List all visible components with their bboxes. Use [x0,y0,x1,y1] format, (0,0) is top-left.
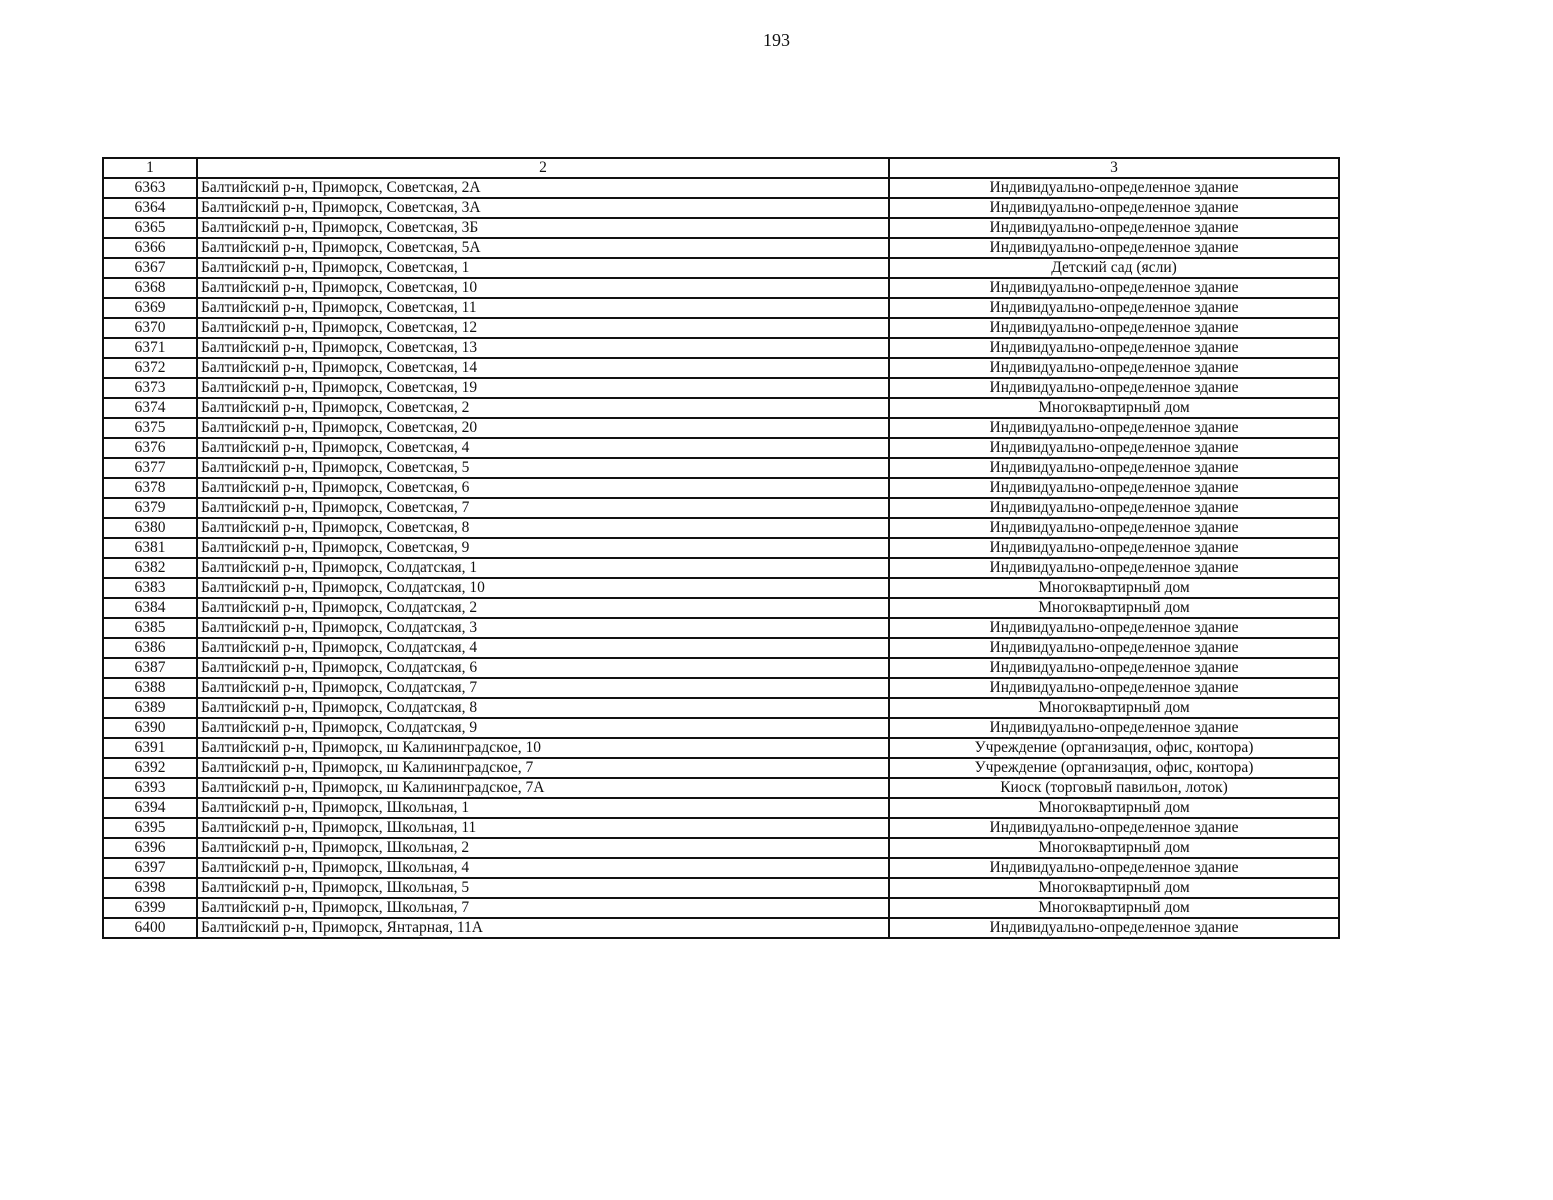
table-row [103,278,1339,298]
address-cell: Балтийский р-н, Приморск, Солдатская, 10 [197,578,889,598]
object-type-cell: Индивидуально-определенное здание [889,178,1339,198]
table-row [103,198,1339,218]
table-row [103,798,1339,818]
table-row [103,218,1339,238]
row-number-cell: 6374 [103,398,197,418]
column-header-2: 2 [197,158,889,178]
row-number-cell: 6376 [103,438,197,458]
table-row [103,738,1339,758]
table-row [103,858,1339,878]
table-header-row [103,158,1339,178]
table-row [103,338,1339,358]
table-row [103,698,1339,718]
object-type-cell: Индивидуально-определенное здание [889,458,1339,478]
table-row [103,578,1339,598]
address-cell: Балтийский р-н, Приморск, Советская, 20 [197,418,889,438]
row-number-cell: 6366 [103,238,197,258]
row-number-cell: 6370 [103,318,197,338]
address-cell: Балтийский р-н, Приморск, Советская, 5 [197,458,889,478]
row-number-cell: 6383 [103,578,197,598]
row-number-cell: 6394 [103,798,197,818]
object-type-cell: Индивидуально-определенное здание [889,298,1339,318]
table-row [103,298,1339,318]
row-number-cell: 6364 [103,198,197,218]
address-cell: Балтийский р-н, Приморск, Советская, 11 [197,298,889,318]
address-cell: Балтийский р-н, Приморск, Солдатская, 1 [197,558,889,578]
table-row [103,618,1339,638]
registry-table [102,157,1340,939]
object-type-cell: Индивидуально-определенное здание [889,918,1339,938]
object-type-cell: Индивидуально-определенное здание [889,858,1339,878]
table-row [103,658,1339,678]
row-number-cell: 6385 [103,618,197,638]
address-cell: Балтийский р-н, Приморск, Советская, 2 [197,398,889,418]
object-type-cell: Индивидуально-определенное здание [889,198,1339,218]
row-number-cell: 6382 [103,558,197,578]
object-type-cell: Многоквартирный дом [889,598,1339,618]
object-type-cell: Многоквартирный дом [889,798,1339,818]
address-cell: Балтийский р-н, Приморск, Советская, 1 [197,258,889,278]
address-cell: Балтийский р-н, Приморск, ш Калининградское, 10 [197,738,889,758]
row-number-cell: 6392 [103,758,197,778]
row-number-cell: 6380 [103,518,197,538]
row-number-cell: 6373 [103,378,197,398]
address-cell: Балтийский р-н, Приморск, Школьная, 2 [197,838,889,858]
address-cell: Балтийский р-н, Приморск, Советская, 4 [197,438,889,458]
row-number-cell: 6363 [103,178,197,198]
object-type-cell: Индивидуально-определенное здание [889,418,1339,438]
table-row [103,518,1339,538]
address-cell: Балтийский р-н, Приморск, Советская, 6 [197,478,889,498]
table-row [103,638,1339,658]
object-type-cell: Многоквартирный дом [889,398,1339,418]
table-row [103,238,1339,258]
address-cell: Балтийский р-н, Приморск, Солдатская, 9 [197,718,889,738]
row-number-cell: 6390 [103,718,197,738]
table-row [103,418,1339,438]
table-row [103,498,1339,518]
row-number-cell: 6368 [103,278,197,298]
row-number-cell: 6379 [103,498,197,518]
object-type-cell: Учреждение (организация, офис, контора) [889,738,1339,758]
object-type-cell: Индивидуально-определенное здание [889,658,1339,678]
row-number-cell: 6386 [103,638,197,658]
object-type-cell: Индивидуально-определенное здание [889,618,1339,638]
table-row [103,878,1339,898]
address-cell: Балтийский р-н, Приморск, Солдатская, 2 [197,598,889,618]
object-type-cell: Индивидуально-определенное здание [889,478,1339,498]
table-row [103,438,1339,458]
row-number-cell: 6367 [103,258,197,278]
row-number-cell: 6388 [103,678,197,698]
object-type-cell: Многоквартирный дом [889,878,1339,898]
address-cell: Балтийский р-н, Приморск, Солдатская, 8 [197,698,889,718]
table-row [103,538,1339,558]
object-type-cell: Индивидуально-определенное здание [889,638,1339,658]
object-type-cell: Индивидуально-определенное здание [889,438,1339,458]
object-type-cell: Индивидуально-определенное здание [889,678,1339,698]
address-cell: Балтийский р-н, Приморск, Школьная, 1 [197,798,889,818]
row-number-cell: 6389 [103,698,197,718]
object-type-cell: Индивидуально-определенное здание [889,238,1339,258]
object-type-cell: Индивидуально-определенное здание [889,318,1339,338]
row-number-cell: 6396 [103,838,197,858]
table-row [103,458,1339,478]
address-cell: Балтийский р-н, Приморск, Советская, 7 [197,498,889,518]
row-number-cell: 6381 [103,538,197,558]
row-number-cell: 6398 [103,878,197,898]
object-type-cell: Многоквартирный дом [889,898,1339,918]
object-type-cell: Индивидуально-определенное здание [889,338,1339,358]
address-cell: Балтийский р-н, Приморск, Школьная, 7 [197,898,889,918]
row-number-cell: 6387 [103,658,197,678]
object-type-cell: Киоск (торговый павильон, лоток) [889,778,1339,798]
address-cell: Балтийский р-н, Приморск, Школьная, 11 [197,818,889,838]
object-type-cell: Индивидуально-определенное здание [889,358,1339,378]
address-cell: Балтийский р-н, Приморск, Школьная, 4 [197,858,889,878]
table-row [103,398,1339,418]
address-cell: Балтийский р-н, Приморск, Солдатская, 7 [197,678,889,698]
object-type-cell: Индивидуально-определенное здание [889,498,1339,518]
table-row [103,678,1339,698]
row-number-cell: 6393 [103,778,197,798]
row-number-cell: 6371 [103,338,197,358]
row-number-cell: 6400 [103,918,197,938]
row-number-cell: 6395 [103,818,197,838]
address-cell: Балтийский р-н, Приморск, Советская, 14 [197,358,889,378]
column-header-1: 1 [103,158,197,178]
object-type-cell: Индивидуально-определенное здание [889,518,1339,538]
table-row [103,378,1339,398]
row-number-cell: 6399 [103,898,197,918]
address-cell: Балтийский р-н, Приморск, Советская, 3А [197,198,889,218]
address-cell: Балтийский р-н, Приморск, Советская, 12 [197,318,889,338]
table-row [103,718,1339,738]
table-row [103,838,1339,858]
object-type-cell: Учреждение (организация, офис, контора) [889,758,1339,778]
address-cell: Балтийский р-н, Приморск, ш Калининградское, 7А [197,778,889,798]
table-row [103,778,1339,798]
object-type-cell: Индивидуально-определенное здание [889,818,1339,838]
object-type-cell: Многоквартирный дом [889,698,1339,718]
table-row [103,918,1339,938]
object-type-cell: Индивидуально-определенное здание [889,718,1339,738]
row-number-cell: 6397 [103,858,197,878]
object-type-cell: Индивидуально-определенное здание [889,558,1339,578]
address-cell: Балтийский р-н, Приморск, Советская, 10 [197,278,889,298]
object-type-cell: Индивидуально-определенное здание [889,538,1339,558]
object-type-cell: Многоквартирный дом [889,578,1339,598]
address-cell: Балтийский р-н, Приморск, Советская, 9 [197,538,889,558]
table-row [103,898,1339,918]
address-cell: Балтийский р-н, Приморск, Советская, 5А [197,238,889,258]
row-number-cell: 6378 [103,478,197,498]
address-cell: Балтийский р-н, Приморск, Солдатская, 3 [197,618,889,638]
address-cell: Балтийский р-н, Приморск, Советская, 19 [197,378,889,398]
address-cell: Балтийский р-н, Приморск, Солдатская, 4 [197,638,889,658]
row-number-cell: 6391 [103,738,197,758]
table-row [103,258,1339,278]
object-type-cell: Индивидуально-определенное здание [889,278,1339,298]
table-row [103,178,1339,198]
row-number-cell: 6372 [103,358,197,378]
address-cell: Балтийский р-н, Приморск, Советская, 8 [197,518,889,538]
row-number-cell: 6375 [103,418,197,438]
row-number-cell: 6365 [103,218,197,238]
object-type-cell: Индивидуально-определенное здание [889,378,1339,398]
address-cell: Балтийский р-н, Приморск, Школьная, 5 [197,878,889,898]
address-cell: Балтийский р-н, Приморск, Янтарная, 11А [197,918,889,938]
table-row [103,558,1339,578]
table-row [103,358,1339,378]
row-number-cell: 6384 [103,598,197,618]
column-header-3: 3 [889,158,1339,178]
object-type-cell: Индивидуально-определенное здание [889,218,1339,238]
object-type-cell: Детский сад (ясли) [889,258,1339,278]
row-number-cell: 6369 [103,298,197,318]
table-row [103,758,1339,778]
table-row [103,478,1339,498]
address-cell: Балтийский р-н, Приморск, Солдатская, 6 [197,658,889,678]
table-row [103,818,1339,838]
address-cell: Балтийский р-н, Приморск, Советская, 3Б [197,218,889,238]
address-cell: Балтийский р-н, Приморск, ш Калининградское, 7 [197,758,889,778]
table-row [103,318,1339,338]
object-type-cell: Многоквартирный дом [889,838,1339,858]
table-row [103,598,1339,618]
address-cell: Балтийский р-н, Приморск, Советская, 2А [197,178,889,198]
page-number: 193 [763,30,790,50]
address-cell: Балтийский р-н, Приморск, Советская, 13 [197,338,889,358]
row-number-cell: 6377 [103,458,197,478]
